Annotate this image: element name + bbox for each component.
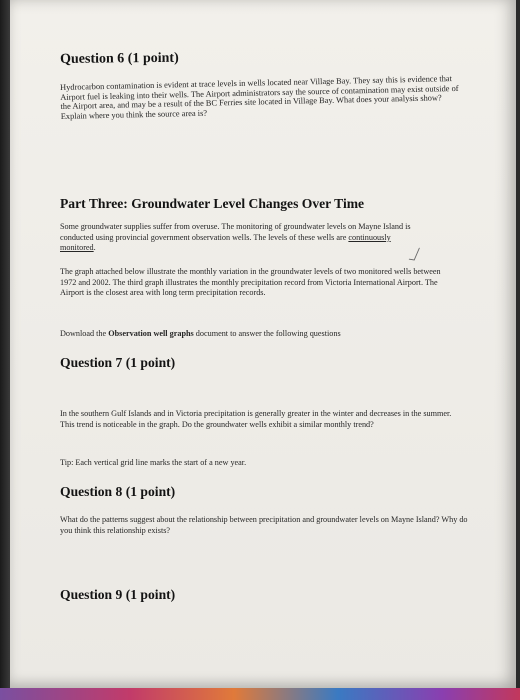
download-instruction <box>60 329 460 340</box>
download-lead: Download the <box>60 329 109 338</box>
question-6-heading: Question 6 (1 point) <box>60 50 179 67</box>
question-6-text: Hydrocarbon contamination is evident at trace levels in wells located near Village Bay. They say this is evidence that Airport fuel is leaking into their wells. The Airport administrators say the source of contamination may exist outside of the Airport area, and may be a result of the BC Ferries site located in Village Bay. What does your analysis show? Explain where you think the source area is? <box>60 74 459 121</box>
part-three-paragraph-1 <box>60 222 420 254</box>
question-9-heading: Question 9 (1 point) <box>60 587 176 602</box>
document-page <box>10 0 516 688</box>
background-fabric-strip <box>0 688 520 700</box>
part-three-heading: Part Three: Groundwater Level Changes Over Time <box>60 196 365 211</box>
question-7-text: In the southern Gulf Islands and in Victoria precipitation is generally greater in the winter and decreases in the summer. This trend is noticeable in the graph. Do the groundwater wells exhibit a similar monthly trend? <box>60 409 452 429</box>
question-8-heading: Question 8 (1 point) <box>60 484 176 499</box>
observation-well-graphs-link[interactable]: Observation well graphs <box>108 329 194 338</box>
question-7-tip: Tip: Each vertical grid line marks the start of a new year. <box>60 458 247 467</box>
page-left-edge <box>0 0 10 688</box>
paragraph-1-lead: Some groundwater supplies suffer from overuse. The monitoring of groundwater levels on Mayne Island is conducted using provincial government observation wells. The levels of these wells are <box>60 222 411 242</box>
question-8-text: What do the patterns suggest about the relationship between precipitation and groundwater levels on Mayne Island? Why do you think this relationship exists? <box>60 515 468 535</box>
question-7-heading: Question 7 (1 point) <box>60 355 176 370</box>
part-three-paragraph-2: The graph attached below illustrate the monthly variation in the groundwater levels of two monitored wells between 1972 and 2002. The third graph illustrates the monthly precipitation record from Victoria International Airport. The Airport is the closest area with long term precipitation records. <box>60 267 441 298</box>
download-end: document to answer the following questions <box>193 329 341 338</box>
paragraph-1-end: . <box>93 243 96 253</box>
continuously-monitored-text: continuously monitored <box>60 232 391 253</box>
